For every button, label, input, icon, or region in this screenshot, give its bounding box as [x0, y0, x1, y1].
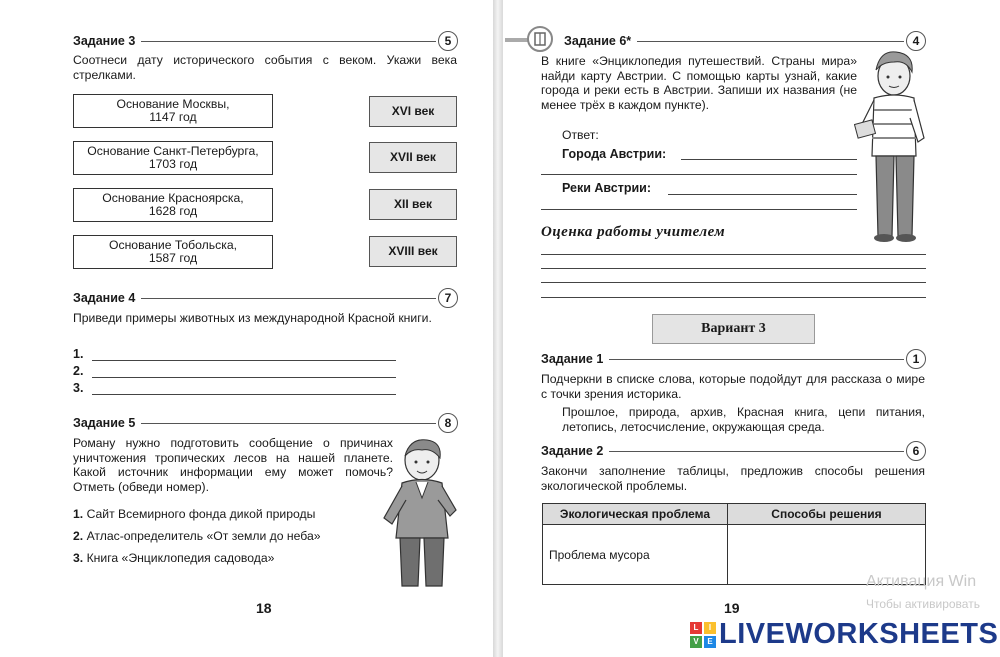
task6-score-badge: 4 [906, 31, 926, 51]
century-box-xviii[interactable]: XVIII век [369, 236, 457, 267]
option-number: 1. [73, 507, 84, 521]
option-text: Сайт Всемирного фонда дикой природы [86, 507, 316, 521]
cities-answer-line-1[interactable] [681, 159, 857, 160]
task4-item-3-number: 3. [73, 381, 84, 395]
task3-instruction: Соотнеси дату исторического события с веком. Укажи века стрелками. [73, 53, 457, 82]
option-number: 2. [73, 529, 84, 543]
liveworksheets-text: LIVEWORKSHEETS [719, 618, 999, 650]
boy-reading-illustration [854, 48, 930, 244]
task5-option-1[interactable] [73, 507, 315, 521]
v3-task2-instruction: Закончи заполнение таблицы, предложив способы решения экологической проблемы. [541, 464, 925, 493]
task6-instruction: В книге «Энциклопедия путешествий. Страны мира» найди карту Австрии. С помощью карты узнай, какие города и реки есть в Австрии. Запиши их названия (не менее трёх в каждом пункте). [541, 54, 857, 112]
task5-instruction: Роману нужно подготовить сообщение о причинах уничтожения тропических лесов на нашей планете. Какой источник информации ему может помочь? Отметь (обведи номер). [73, 436, 393, 494]
v3-task2-divider [609, 451, 904, 452]
rivers-answer-line-2[interactable] [541, 209, 857, 210]
table-cell-problem: Проблема мусора [543, 525, 728, 585]
event-box-krasnoyarsk[interactable] [73, 188, 273, 222]
task4-instruction: Приведи примеры животных из международной Красной книги. [73, 311, 432, 325]
task5-header [73, 414, 458, 432]
logo-letter-e: E [704, 636, 716, 648]
teacher-evaluation-title: Оценка работы учителем [541, 224, 726, 240]
task3-title: Задание 3 [73, 34, 136, 48]
cities-label: Города Австрии: [562, 147, 667, 161]
task4-title: Задание 4 [73, 291, 136, 305]
evaluation-line-4[interactable] [541, 297, 926, 298]
liveworksheets-logo [690, 618, 998, 651]
v3-task1-divider [609, 359, 904, 360]
century-box-xvi[interactable]: XVI век [369, 96, 457, 127]
liveworksheets-icon [690, 622, 716, 648]
event-year: 1628 год [148, 204, 198, 218]
v3-task2-title: Задание 2 [541, 444, 604, 458]
event-year: 1703 год [148, 157, 198, 171]
windows-activation-subtext: Чтобы активировать [866, 597, 980, 611]
book-icon [527, 26, 553, 52]
task4-header [73, 289, 458, 307]
evaluation-line-2[interactable] [541, 268, 926, 269]
event-name: Основание Санкт-Петербурга, [87, 143, 259, 158]
v3-task1-instruction: Подчеркни в списке слова, которые подойдут для рассказа о мире с точки зрения историка. [541, 372, 925, 401]
event-name: Основание Тобольска, [109, 237, 237, 252]
task4-score-badge: 7 [438, 288, 458, 308]
task4-divider [141, 298, 436, 299]
task4-answer-line-2[interactable] [92, 377, 396, 378]
windows-activation-watermark: Активация Win [866, 573, 977, 590]
event-name: Основание Красноярска, [102, 190, 244, 205]
variant-3-heading: Вариант 3 [652, 314, 815, 344]
task3-score-badge: 5 [438, 31, 458, 51]
page-number-left: 18 [256, 600, 272, 616]
page-number-right: 19 [724, 600, 740, 616]
task3-header [73, 32, 458, 50]
table-header-problem: Экологическая проблема [543, 504, 728, 525]
task6-answer-label: Ответ: [562, 128, 599, 142]
task4-answer-line-1[interactable] [92, 360, 396, 361]
logo-letter-i: I [704, 622, 716, 634]
task5-divider [141, 423, 436, 424]
table-header-solutions: Способы решения [728, 504, 926, 525]
v3-task1-score-badge: 1 [906, 349, 926, 369]
event-year: 1147 год [149, 110, 197, 124]
v3-task1-title: Задание 1 [541, 352, 604, 366]
century-box-xvii[interactable]: XVII век [369, 142, 457, 173]
task4-item-2-number: 2. [73, 364, 84, 378]
event-box-moscow[interactable] [73, 94, 273, 128]
boy-in-suit-illustration [372, 438, 464, 588]
logo-letter-v: V [690, 636, 702, 648]
rivers-label: Реки Австрии: [562, 181, 652, 195]
task6-divider [637, 41, 904, 42]
v3-task1-header [541, 350, 926, 368]
logo-letter-l: L [690, 622, 702, 634]
option-number: 3. [73, 551, 84, 565]
rivers-answer-line-1[interactable] [668, 194, 857, 195]
event-year: 1587 год [148, 251, 198, 265]
event-box-spb[interactable] [73, 141, 273, 175]
evaluation-line-3[interactable] [541, 282, 926, 283]
task5-option-3[interactable] [73, 551, 274, 565]
task6-title: Задание 6* [564, 34, 632, 48]
task5-option-2[interactable] [73, 529, 321, 543]
century-box-xii[interactable]: XII век [369, 189, 457, 220]
v3-task1-word-list[interactable]: Прошлое, природа, архив, Красная книга, цепи питания, летопись, летосчисление, окружающая среда. [562, 405, 925, 434]
task5-score-badge: 8 [438, 413, 458, 433]
task4-item-1-number: 1. [73, 347, 84, 361]
task5-title: Задание 5 [73, 416, 136, 430]
task3-divider [141, 41, 436, 42]
event-box-tobolsk[interactable] [73, 235, 273, 269]
event-name: Основание Москвы, [116, 96, 230, 111]
cities-answer-line-2[interactable] [541, 174, 857, 175]
option-text: Книга «Энциклопедия садовода» [86, 551, 275, 565]
task4-answer-line-3[interactable] [92, 394, 396, 395]
option-text: Атлас-определитель «От земли до неба» [86, 529, 321, 543]
v3-task2-header [541, 442, 926, 460]
left-page [0, 0, 495, 657]
v3-task2-score-badge: 6 [906, 441, 926, 461]
evaluation-line-1[interactable] [541, 254, 926, 255]
